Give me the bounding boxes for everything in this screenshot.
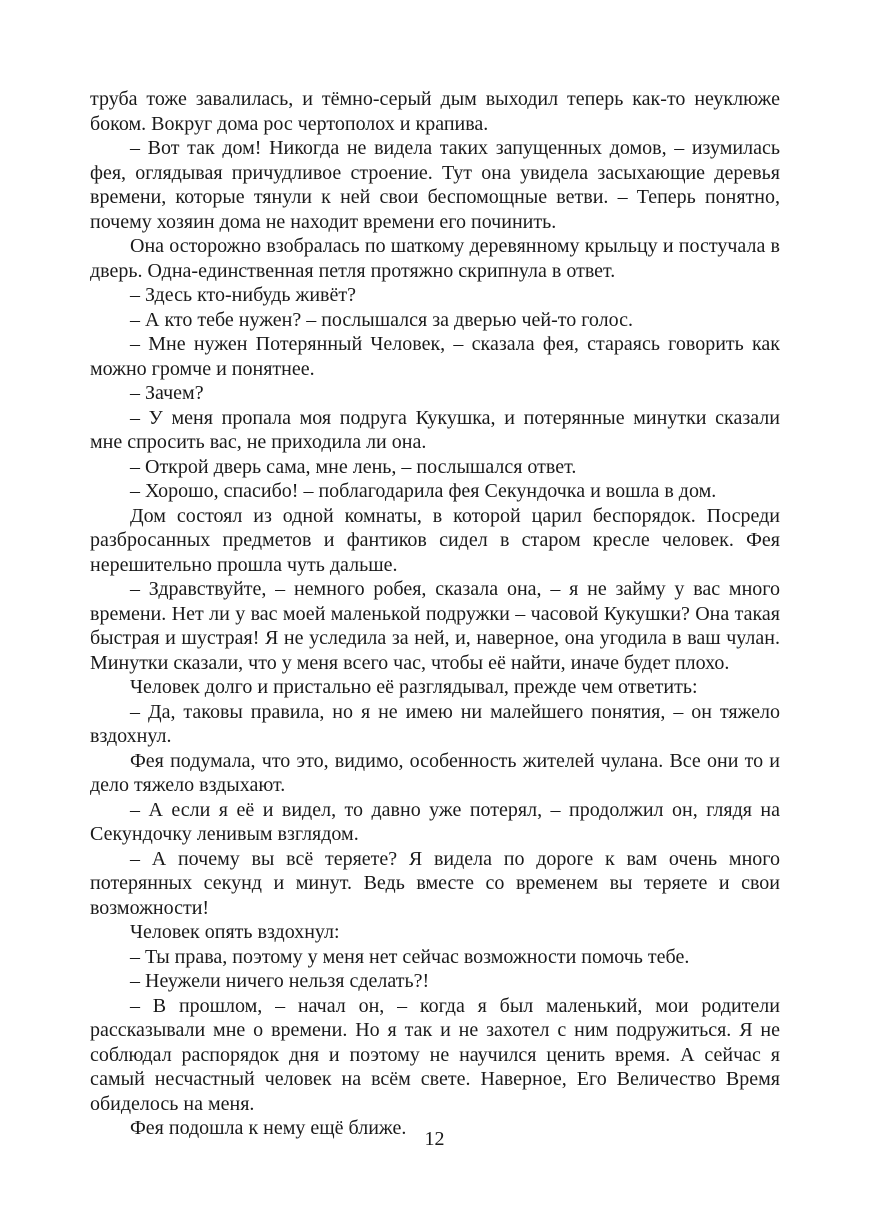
paragraph: – Неужели ничего нельзя сделать?! bbox=[130, 970, 430, 992]
page-body-text bbox=[90, 87, 780, 1141]
paragraph: – Мне нужен Потерянный Человек, – сказала фея, стараясь говорить как можно громче и понятнее. bbox=[90, 333, 780, 380]
paragraph: – А если я её и видел, то давно уже потерял, – продолжил он, глядя на Секундочку ленивым взглядом. bbox=[90, 798, 780, 845]
paragraph: – Зачем? bbox=[130, 382, 204, 404]
paragraph: Дом состоял из одной комнаты, в которой царил беспорядок. Посреди разбросанных предметов и фантиков сидел в старом кресле человек. Фея нерешительно прошла чуть дальше. bbox=[90, 504, 780, 576]
paragraph: – Да, таковы правила, но я не имею ни малейшего понятия, – он тяжело вздохнул. bbox=[90, 700, 780, 747]
paragraph: Человек опять вздохнул: bbox=[130, 921, 340, 943]
paragraph: – Здравствуйте, – немного робея, сказала она, – я не займу у вас много времени. Нет ли у вас моей маленькой подружки – часовой Кукушки? Она такая быстрая и шустрая! Я не уследила за ней, и, наверное, она угодила в ваш чулан. Минутки сказали, что у меня всего час, чтобы её найти, иначе будет плохо. bbox=[90, 578, 780, 674]
paragraph: – Вот так дом! Никогда не видела таких запущенных домов, – изумилась фея, оглядывая причудливое строение. Тут она увидела засыхающие деревья времени, которые тянули к ней свои беспомощные ветви. – Теперь понятно, почему хозяин дома не находит времени его починить. bbox=[90, 137, 780, 233]
paragraph: Фея подошла к нему ещё ближе. bbox=[130, 1117, 407, 1139]
paragraph: – Здесь кто-нибудь живёт? bbox=[130, 284, 356, 306]
paragraph: – Ты права, поэтому у меня нет сейчас возможности помочь тебе. bbox=[130, 945, 690, 968]
paragraph: – А кто тебе нужен? – послышался за дверью чей-то голос. bbox=[130, 308, 634, 331]
paragraph: труба тоже завалилась, и тёмно-серый дым выходил теперь как-то неуклюже боком. Вокруг дома рос чертополох и крапива. bbox=[90, 88, 780, 135]
paragraph: – У меня пропала моя подруга Кукушка, и потерянные минутки сказали мне спросить вас, не приходила ли она. bbox=[90, 406, 780, 453]
paragraph: – В прошлом, – начал он, – когда я был маленький, мои родители рассказывали мне о времени. Но я так и не захотел с ним подружиться. Я не соблюдал распорядок дня и поэтому не научился ценить время. А сейчас я самый несчастный человек на всём свете. Наверное, Его Величество Время обиделось на меня. bbox=[90, 994, 780, 1115]
paragraph: – Хорошо, спасибо! – поблагодарила фея Секундочка и вошла в дом. bbox=[130, 480, 717, 502]
paragraph: Фея подумала, что это, видимо, особенность жителей чулана. Все они то и дело тяжело вздыхают. bbox=[90, 749, 780, 796]
paragraph: – А почему вы всё теряете? Я видела по дороге к вам очень много потерянных секунд и минут. Ведь вместе со временем вы теряете и свои возможности! bbox=[90, 847, 780, 919]
paragraph: Человек долго и пристально её разглядывал, прежде чем ответить: bbox=[130, 676, 698, 698]
page-number: 12 bbox=[424, 1128, 445, 1150]
paragraph: Она осторожно взобралась по шаткому деревянному крыльцу и постучала в дверь. Одна-единственная петля протяжно скрипнула в ответ. bbox=[90, 235, 780, 282]
paragraph: – Открой дверь сама, мне лень, – послышался ответ. bbox=[130, 455, 577, 478]
